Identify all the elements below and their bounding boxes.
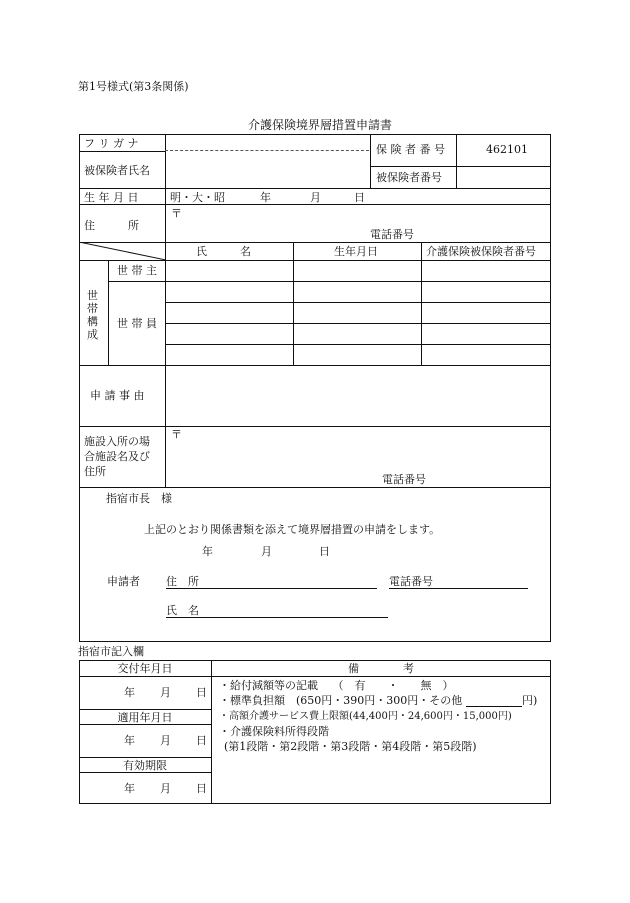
col-insured-number-header: 介護保険被保険者番号: [426, 245, 536, 258]
applicant-address-input[interactable]: [212, 574, 376, 587]
declaration-month: 月: [261, 545, 272, 558]
facility-address-input[interactable]: [185, 429, 545, 443]
declaration-year: 年: [202, 545, 213, 558]
member-name-input[interactable]: [170, 327, 288, 341]
household-head-bottom: [108, 281, 551, 282]
declaration-statement: 上記のとおり関係書類を添えて境界層措置の申請をします。: [144, 523, 441, 536]
birth-day-label: 日: [354, 191, 365, 204]
household-member-label: 世 帯 員: [117, 317, 157, 330]
expiry-top-line: [79, 757, 211, 758]
issue-date-divider: [79, 676, 211, 677]
remark-income-stage-options: (第1段階・第2段階・第3段階・第4段階・第5段階): [224, 740, 477, 753]
addressee: 指宿市長 様: [106, 492, 172, 505]
household-member-row-2: [165, 323, 551, 324]
insured-number-label: 被保険者番号: [376, 171, 442, 184]
apply-day: 日: [196, 734, 207, 747]
expiry-label: 有効期限: [123, 759, 167, 772]
applicant-phone-input[interactable]: [440, 574, 528, 587]
address-top-line: [79, 204, 551, 205]
applicant-label: 申請者: [107, 575, 140, 588]
remark-other-amount-line: [466, 706, 522, 707]
birthdate-top-line: [79, 188, 551, 189]
applicant-phone-line: [389, 588, 528, 589]
declaration-top-line: [79, 487, 551, 488]
head-birthdate-input[interactable]: [298, 264, 416, 278]
facility-top-line: [79, 426, 551, 427]
address-input[interactable]: [185, 207, 545, 221]
expiry-month: 月: [160, 782, 171, 795]
applicant-address-line: [166, 588, 377, 589]
household-member-row-3: [165, 344, 551, 345]
expiry-day: 日: [196, 782, 207, 795]
apply-month: 月: [160, 734, 171, 747]
household-section-divider: [108, 260, 109, 365]
head-insured-number-input[interactable]: [426, 264, 546, 278]
apply-year: 年: [124, 734, 135, 747]
expiry-divider: [79, 772, 211, 773]
remark-standard-burden: ・標準負担額 (650円・390円・300円・その他: [219, 694, 463, 707]
birth-year-label: 年: [260, 191, 271, 204]
facility-label-line2: 合施設名及び: [84, 450, 150, 463]
applicant-name-line: [166, 617, 388, 618]
remarks-header-divider: [211, 676, 551, 677]
furigana-input[interactable]: [170, 136, 364, 149]
remark-income-stage: ・介護保険料所得段階: [219, 725, 329, 738]
apply-date-top-line: [79, 709, 211, 710]
reason-input[interactable]: [170, 370, 549, 426]
address-label: 住 所: [84, 219, 139, 232]
form-title: 介護保険境界層措置申請書: [248, 118, 393, 132]
remark-benefit-reduction: ・給付減額等の記載 （ 有 ・ 無 ）: [219, 679, 454, 692]
furigana-name-divider: [79, 151, 165, 152]
city-section-title: 指宿市記入欄: [78, 645, 144, 658]
col-name-header: 氏 名: [196, 245, 251, 258]
era-options: 明・大・昭: [170, 191, 225, 204]
household-section-label: 世帯構成: [87, 289, 98, 341]
household-member-row-1: [165, 302, 551, 303]
applicant-address-label: 住 所: [166, 575, 199, 588]
city-table-divider: [211, 660, 212, 804]
facility-postal-mark: 〒: [171, 428, 182, 441]
household-head-label: 世 帯 主: [117, 264, 157, 277]
facility-phone-label: 電話番号: [382, 473, 426, 486]
birth-month-label: 月: [310, 191, 321, 204]
apply-date-label: 適用年月日: [117, 711, 173, 724]
diagonal-line: [79, 242, 166, 260]
insurer-number-value: 462101: [486, 143, 528, 156]
reason-label: 申 請 事 由: [90, 389, 145, 402]
declaration-day: 日: [319, 545, 330, 558]
postal-mark: 〒: [171, 207, 182, 220]
insurer-block-divider: [370, 134, 371, 188]
reason-top-line: [79, 365, 551, 366]
member-name-input[interactable]: [170, 348, 288, 362]
diagonal-header-cell: [79, 242, 166, 260]
furigana-label: フ リ ガ ナ: [84, 137, 139, 150]
address-phone-label: 電話番号: [370, 228, 414, 241]
furigana-divider: [165, 150, 369, 151]
insurer-number-label: 保 険 者 番 号: [376, 143, 445, 156]
facility-label-line3: 住所: [84, 465, 106, 478]
label-column-divider: [165, 134, 166, 204]
issue-year: 年: [124, 686, 135, 699]
address-phone-input[interactable]: [425, 228, 545, 241]
birthdate-label: 生 年 月 日: [84, 191, 139, 204]
remark-high-cost-limit: ・高額介護サービス費上限額(44,400円・24,600円・15,000円): [219, 711, 512, 722]
applicant-name-input[interactable]: [212, 603, 387, 616]
insured-name-label: 被保険者氏名: [84, 164, 150, 177]
form-number: 第1号様式(第3条関係): [78, 80, 189, 93]
facility-phone-input[interactable]: [437, 472, 545, 485]
applicant-name-label: 氏 名: [166, 604, 199, 617]
household-header-bottom: [79, 260, 551, 261]
insured-name-input[interactable]: [170, 158, 364, 182]
issue-date-label: 交付年月日: [117, 662, 173, 675]
insurer-value-divider: [456, 134, 457, 188]
remark-other-yen: 円): [522, 694, 538, 707]
applicant-phone-label: 電話番号: [389, 575, 433, 588]
expiry-year: 年: [124, 782, 135, 795]
member-name-input[interactable]: [170, 306, 288, 320]
facility-label-line1: 施設入所の場: [84, 435, 150, 448]
insured-number-input[interactable]: [460, 169, 548, 185]
address-divider: [165, 204, 166, 242]
remarks-header: 備 考: [348, 662, 414, 675]
issue-day: 日: [196, 686, 207, 699]
insurer-row-divider: [370, 166, 551, 167]
apply-date-divider: [79, 724, 211, 725]
issue-month: 月: [160, 686, 171, 699]
member-name-input[interactable]: [170, 285, 288, 299]
col-birthdate-header: 生年月日: [334, 245, 378, 258]
head-name-input[interactable]: [170, 264, 288, 278]
